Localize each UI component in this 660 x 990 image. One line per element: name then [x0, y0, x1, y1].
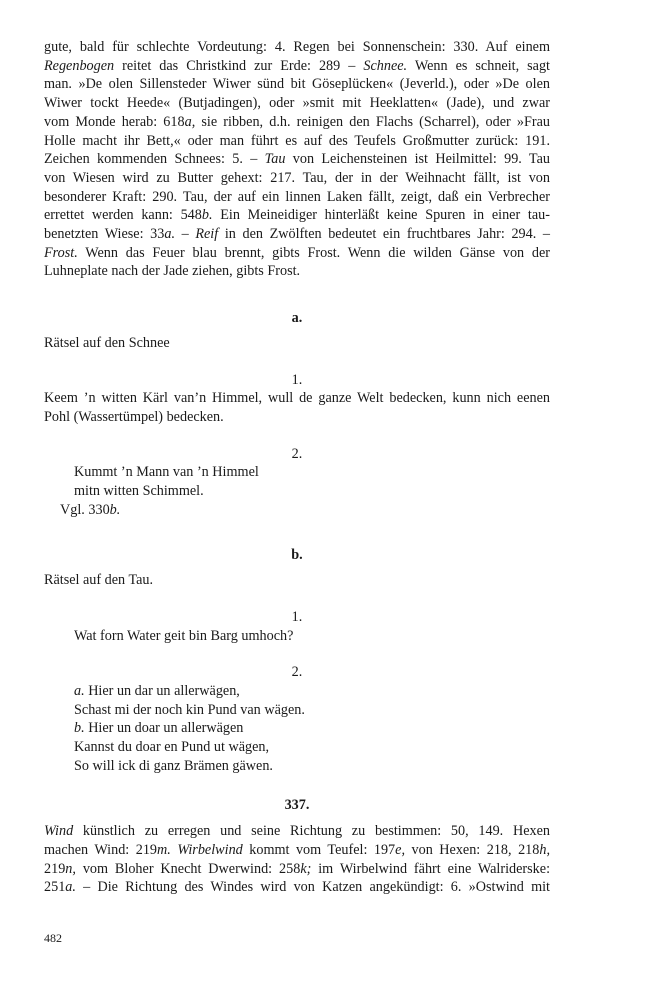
text-line — [44, 262, 550, 281]
verse-text: So will ick di ganz Brämen gäwen. — [74, 757, 273, 774]
riddle-b1-verse — [44, 627, 550, 646]
italic-run: Wind — [44, 823, 74, 840]
verse-marker: a. — [74, 682, 85, 699]
text-run: Luhneplate nach der Jade ziehen, gibts Frost. — [44, 263, 301, 280]
text-run: – — [175, 226, 196, 243]
text-run: Wenn das Feuer blau brennt, gibts Frost. Wenn die wilden Gänse von der — [77, 244, 550, 261]
italic-run: Schnee. — [363, 57, 408, 74]
verse-marker: b. — [74, 720, 85, 737]
text-run: von Wiesen wird zu Butter gehext: 217. Tau, der in der Weihnacht fällt, ist von — [44, 169, 550, 186]
verse-text: Schast mi der noch kin Pund van wägen. — [74, 701, 305, 718]
section-b-title: Rätsel auf den Tau. — [44, 572, 154, 589]
verse-line — [74, 682, 550, 701]
page-number: 482 — [44, 931, 62, 945]
section-337-paragraph — [44, 822, 550, 897]
riddle-b1-number: 1. — [291, 608, 303, 625]
text-line — [44, 841, 550, 860]
section-a-title: Rätsel auf den Schnee — [44, 334, 170, 351]
text-run: Wenn es schneit, sagt — [407, 57, 551, 74]
verse-text: Hier un doar un allerwägen — [84, 720, 244, 737]
section-b-heading: b. — [291, 547, 303, 564]
text-line — [44, 113, 550, 132]
verse-text: Kannst du doar en Pund ut wägen, — [74, 739, 270, 756]
text-line — [44, 860, 550, 879]
section-a-heading: a. — [291, 310, 303, 327]
text-run: vom Bloher Knecht Dwerwind: 258 — [75, 860, 301, 877]
text-run: von Leichensteinen ist Heilmittel: 99. Tau — [285, 151, 550, 168]
text-run: künstlich zu erregen und seine Richtung zu bestimmen: 50, 149. Hexen — [73, 823, 550, 840]
text-run: errettet werden kann: 548 — [44, 207, 202, 224]
riddle-b2-number: 2. — [291, 664, 303, 681]
page-body — [44, 38, 550, 897]
cross-reference-prefix: Vgl. 330 — [60, 501, 110, 518]
text-run: 219 — [44, 860, 66, 877]
text-line — [44, 822, 550, 841]
italic-run: m. — [157, 841, 171, 858]
text-run: benetzten Wiese: 33 — [44, 226, 165, 243]
verse-line — [74, 757, 550, 776]
italic-run: a. — [164, 226, 175, 243]
text-run: Ein Meineidiger hinterläßt keine Spuren in einer tau- — [212, 207, 550, 224]
italic-run: n, — [65, 860, 76, 877]
riddle-b2-verse — [44, 682, 550, 776]
section-337-heading: 337. — [284, 796, 310, 813]
italic-run: Wirbelwind — [177, 841, 243, 858]
verse-line: Wat forn Water geit bin Barg umhoch? — [74, 627, 294, 644]
text-run: reitet das Christkind zur Erde: 289 – — [114, 57, 364, 74]
text-run: in den Zwölften bedeutet ein fruchtbares Jahr: 294. – — [218, 226, 551, 243]
riddle-a1-line: Pohl (Wassertümpel) bedecken. — [44, 408, 224, 425]
verse-text: Hier un dar un allerwägen, — [84, 682, 240, 699]
text-run: Zeichen kommenden Schnees: 5. – — [44, 151, 265, 168]
italic-run: a. — [65, 879, 76, 896]
text-run: man. »De olen Sillensteder Wiwer sünd bit Göseplücken« (Jeverld.), oder »De olen — [44, 76, 550, 93]
riddle-a2-verse — [44, 463, 550, 500]
italic-run: a, — [184, 113, 196, 130]
text-run: Wiwer tockt Heede« (Butjadingen), oder »smit mit Heeklatten« (Jade), und zwar — [44, 95, 550, 112]
text-line — [44, 188, 550, 207]
verse-line — [74, 738, 550, 757]
text-line — [44, 244, 550, 263]
text-run: sie ribben, d.h. reinigen den Flachs (Scharrel), oder »Frau — [195, 113, 550, 130]
text-run: vom Monde herab: 618 — [44, 113, 185, 130]
text-run: Holle macht ihr Bett,« oder man führt es auf des Teufels Großmutter zurück: 191. — [44, 132, 550, 149]
riddle-a1-number: 1. — [291, 371, 303, 388]
text-run: im Wirbelwind fährt eine Walriderske: — [311, 860, 551, 877]
italic-run: h, — [539, 841, 550, 858]
text-run: gute, bald für schlechte Vordeutung: 4. Regen bei Sonnenschein: 330. Auf einem — [44, 39, 550, 55]
italic-run: Tau — [264, 151, 286, 168]
text-line — [44, 878, 550, 897]
cross-reference-suffix: b. — [109, 501, 121, 518]
text-run: 251 — [44, 879, 66, 896]
cross-reference — [44, 501, 550, 520]
text-run: machen Wind: 219 — [44, 841, 158, 858]
text-line — [44, 38, 550, 57]
riddle-a1-text — [44, 389, 550, 426]
text-line — [44, 75, 550, 94]
text-line — [44, 132, 550, 151]
italic-run: Frost. — [44, 244, 78, 261]
text-run: besonderer Kraft: 290. Tau, der auf ein linnen Laken fällt, zeigt, daß ein Verbrecher — [44, 188, 550, 205]
italic-run: Regenbogen — [44, 57, 115, 74]
italic-run: k; — [300, 860, 312, 877]
verse-line — [74, 719, 550, 738]
text-line — [44, 57, 550, 76]
italic-run: Reif — [195, 226, 219, 243]
italic-run: e, — [395, 841, 406, 858]
text-line — [44, 94, 550, 113]
verse-line: mitn witten Schimmel. — [74, 483, 204, 500]
text-line — [44, 150, 550, 169]
text-run: von Hexen: 218, 218 — [405, 841, 540, 858]
riddle-a2-number: 2. — [291, 445, 303, 462]
text-line — [44, 169, 550, 188]
verse-line — [74, 701, 550, 720]
text-line — [44, 225, 550, 244]
text-run: kommt vom Teufel: 197 — [242, 841, 396, 858]
intro-paragraph — [44, 38, 550, 281]
italic-run: b. — [201, 207, 213, 224]
text-run: – Die Richtung des Windes wird von Katzen angekündigt: 6. »Ostwind mit — [75, 879, 550, 896]
verse-line: Kummt ’n Mann van ’n Himmel — [74, 464, 259, 481]
text-line — [44, 206, 550, 225]
riddle-a1-line: Keem ’n witten Kärl van’n Himmel, wull de ganze Welt bedecken, kunn nich eenen — [44, 390, 550, 407]
